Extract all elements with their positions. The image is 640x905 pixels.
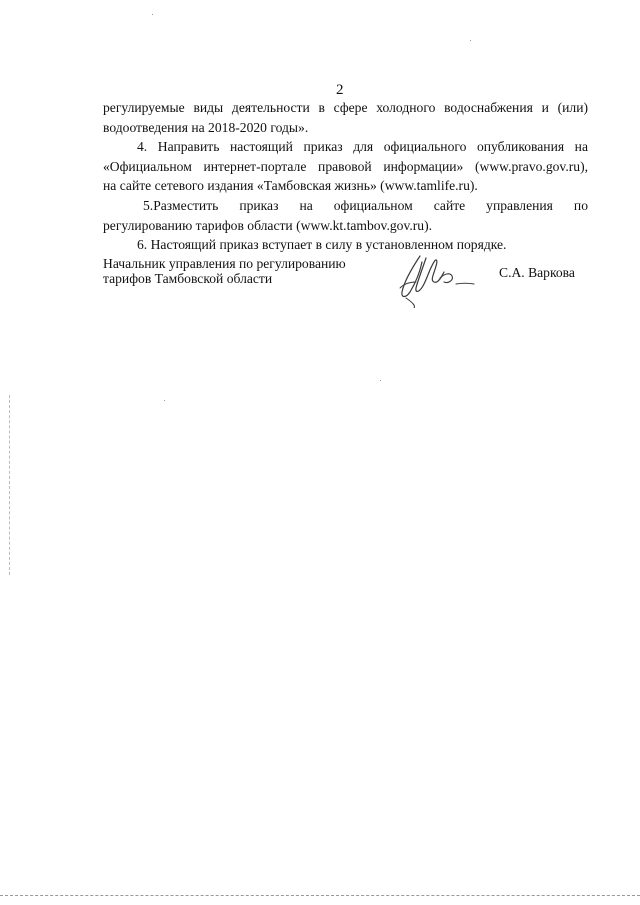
paragraph-line: регулированию тарифов области (www.kt.tambov.gov.ru). [103,217,433,233]
page-number: 2 [336,82,344,98]
paragraph-line: водоотведения на 2018-2020 годы». [103,119,309,135]
scan-artifact-left-edge [9,395,11,575]
paragraph-line: регулируемые виды деятельности в сфере холодного водоснабжения и (или) [103,100,588,115]
scan-artifact-dot [164,400,165,401]
paragraph-line: на сайте сетевого издания «Тамбовская жизнь» (www.tamlife.ru). [103,178,478,194]
paragraph-item-5: 5.Разместить приказ на официальном сайте управления по [143,197,588,213]
handwritten-signature [390,248,480,308]
scan-artifact-dot [470,40,471,41]
order-text [103,98,588,255]
paragraph-item-4: 4. Направить настоящий приказ для официального опубликования на [137,139,588,155]
scan-artifact-dot [380,380,381,381]
signatory-title-line: тарифов Тамбовской области [103,271,273,286]
scan-artifact-bottom-edge [0,895,640,897]
scan-artifact-dot [152,14,153,15]
signatory-name: С.А. Варкова [499,265,575,280]
paragraph-item-6: 6. Настоящий приказ вступает в силу в установленном порядке. [137,237,507,253]
signatory-title-line: Начальник управления по регулированию [103,256,346,271]
signatory-title [103,256,346,286]
paragraph-line: «Официальном интернет-портале правовой информации» (www.pravo.gov.ru), [103,158,588,174]
